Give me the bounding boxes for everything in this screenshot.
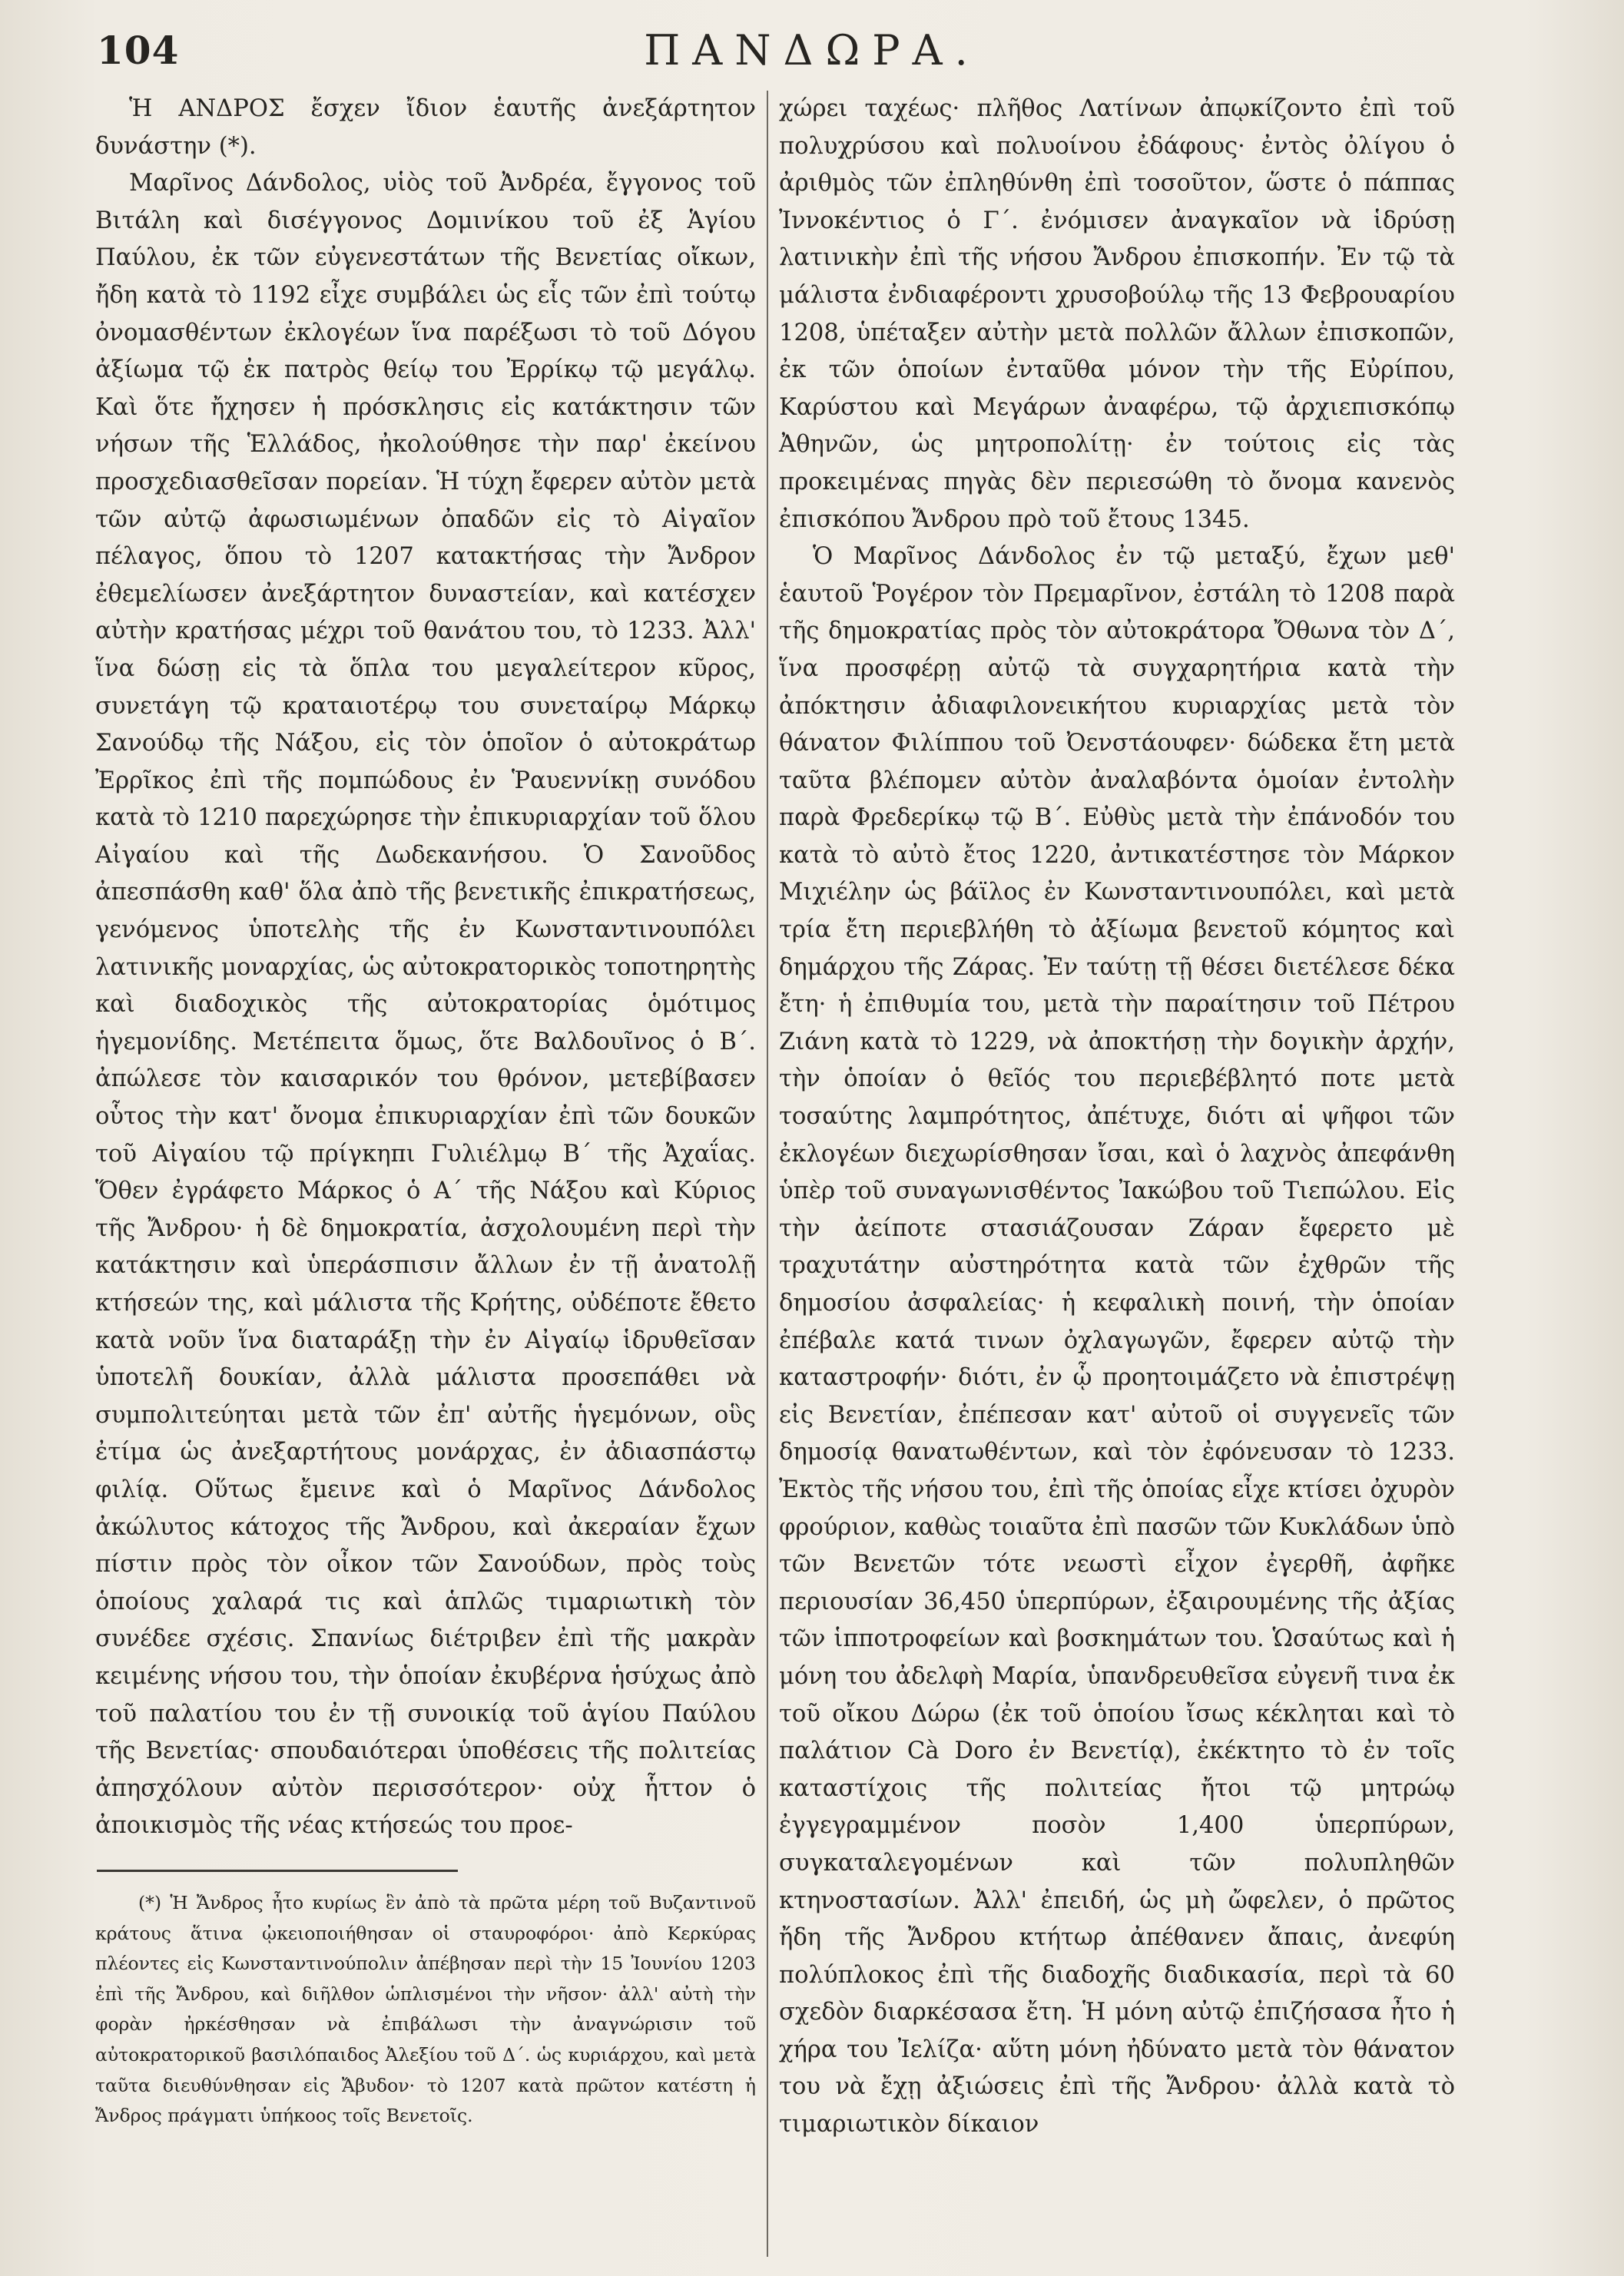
footnote-text: (*) Ἡ Ἄνδρος ἦτο κυρίως ἓν ἀπὸ τὰ πρῶτα μέρη τοῦ Βυζαντινοῦ κράτους ἅτινα ᾠκειοποιήθησαν οἱ σταυροφόροι· ἀπὸ Κερκύρας πλέοντες εἰς Κωνσταντινούπολιν ἀπέβησαν περὶ τὴν 15 Ἰουνίου 1203 ἐπὶ τῆς Ἄνδρου, καὶ διῆλθον ὡπλισμένοι τὴν νῆσον· ἀλλ' αὐτὴ τὴν φορὰν ἠρκέσθησαν νὰ ἐπιβάλωσι τὴν ἀναγνώρισιν τοῦ αὐτοκρατορικοῦ βασιλόπαιδος Ἀλεξίου τοῦ Δ΄. ὡς κυριάρχου, καὶ μετὰ ταῦτα διευθύνθησαν εἰς Ἄβυδον· τὸ 1207 κατὰ πρῶτον κατέστη ἡ Ἄνδρος πράγματι ὑπήκοος τοῖς Βενετοῖς. <box>95 1892 756 2127</box>
footnote-rule <box>97 1870 458 1872</box>
right-paragraph-2: Ὁ Μαρῖνος Δάνδολος ἐν τῷ μεταξύ, ἔχων μεθ' ἑαυτοῦ Ῥογέρον τὸν Πρεμαρῖνον, ἐστάλη τὸ 1208 παρὰ τῆς δημοκρατίας πρὸς τὸν αὐτοκράτορα Ὄθωνα τὸν Δ΄, ἵνα προσφέρῃ αὐτῷ τὰ συγχαρητήρια κατὰ τὴν ἀπόκτησιν ἀδιαφιλονεικήτου κυριαρχίας μετὰ τὸν θάνατον Φιλίππου τοῦ Ὀενστάουφεν· δώδεκα ἔτη μετὰ ταῦτα βλέπομεν αὐτὸν ἀναλαβόντα ὁμοίαν ἐντολὴν παρὰ Φρεδερίκῳ τῷ Β΄. Εὐθὺς μετὰ τὴν ἐπάνοδόν του κατὰ τὸ αὐτὸ ἔτος 1220, ἀντικατέστησε τὸν Μάρκον Μιχιέλην ὡς βάϊλος ἐν Κωνσταντινουπόλει, καὶ μετὰ τρία ἔτη περιεβλήθη τὸ ἀξίωμα βενετοῦ κόμητος καὶ δημάρχου τῆς Ζάρας. Ἐν ταύτῃ τῇ θέσει διετέλεσε δέκα ἔτη· ἡ ἐπιθυμία του, μετὰ τὴν παραίτησιν τοῦ Πέτρου Ζιάνη κατὰ τὸ 1229, νὰ ἀποκτήσῃ τὴν δογικὴν ἀρχήν, τὴν ὁποίαν ὁ θεῖός του περιεβέβλητό ποτε μετὰ τοσαύτης λαμπρότητος, ἀπέτυχε, διότι αἱ ψῆφοι τῶν ἐκλογέων διεχωρίσθησαν ἴσαι, καὶ ὁ λαχνὸς ἀπεφάνθη ὑπὲρ τοῦ συναγωνισθέντος Ἰακώβου τοῦ Τιεπώλου. Εἰς τὴν ἀείποτε στασιάζουσαν Ζάραν ἔφερετο μὲ τραχυτάτην αὐστηρότητα κατὰ τῶν ἐχθρῶν τῆς δημοσίου ἀσφαλείας· ἡ κεφαλικὴ ποινή, τὴν ὁποίαν ἐπέβαλε κατά τινων ὀχλαγωγῶν, ἔφερεν αὐτῷ τὴν καταστροφήν· διότι, ἐν ᾧ προητοιμάζετο νὰ ἐπιστρέψῃ εἰς Βενετίαν, ἐπέπεσαν κατ' αὐτοῦ οἱ συγγενεῖς τῶν δημοσίᾳ θανατωθέντων, καὶ τὸν ἐφόνευσαν τὸ 1233. Ἐκτὸς τῆς νήσου του, ἐπὶ τῆς ὁποίας εἶχε κτίσει ὀχυρὸν φρούριον, καθὼς τοιαῦτα ἐπὶ πασῶν τῶν Κυκλάδων ὑπὸ τῶν Βενετῶν τότε νεωστὶ εἶχον ἐγερθῆ, ἀφῆκε περιουσίαν 36,450 ὑπερπύρων, ἐξαιρουμένης τῆς ἀξίας τῶν ἱπποτροφείων καὶ βοσκημάτων του. Ὡσαύτως καὶ ἡ μόνη του ἀδελφὴ Μαρία, ὑπανδρευθεῖσα εὐγενῆ τινα ἐκ τοῦ οἴκου Δώρω (ἐκ τοῦ ὁποίου ἴσως κέκληται καὶ τὸ παλάτιον Cà Doro ἐν Βενετίᾳ), ἐκέκτητο τὸ ἐν τοῖς καταστίχοις τῆς πολιτείας ἤτοι τῷ μητρώῳ ἐγγεγραμμένον ποσὸν 1,400 ὑπερπύρων, συγκαταλεγομένων καὶ τῶν πολυπληθῶν κτηνοστασίων. Ἀλλ' ἐπειδή, ὡς μὴ ὤφελεν, ὁ πρῶτος ἤδη τῆς Ἄνδρου κτήτωρ ἀπέθανεν ἄπαις, ἀνεφύη πολύπλοκος ἐπὶ τῆς διαδοχῆς διαδικασία, περὶ τὰ 60 σχεδὸν διαρκέσασα ἔτη. Ἡ μόνη αὐτῷ ἐπιζήσασα ἦτο ἡ χήρα του Ἰελίζα· αὕτη μόνη ἠδύνατο μετὰ τὸν θάνατον του νὰ ἔχῃ ἀξιώσεις ἐπὶ τῆς Ἄνδρου· ἀλλὰ κατὰ τὸ τιμαριωτικὸν δίκαιον <box>779 543 1455 2139</box>
left-column <box>95 91 756 1845</box>
right-column <box>779 91 1455 2144</box>
left-paragraph-1: Ἡ ΑΝΔΡΟΣ ἔσχεν ἴδιον ἑαυτῆς ἀνεξάρτητον δυνάστην (*). <box>95 95 756 160</box>
page-number: 104 <box>97 28 180 73</box>
column-divider <box>767 91 768 2257</box>
page-header <box>0 23 1624 100</box>
running-title: ΠΑΝΔΩΡΑ. <box>644 26 980 75</box>
right-paragraph-1: χώρει ταχέως· πλῆθος Λατίνων ἀπῳκίζοντο ἐπὶ τοῦ πολυχρύσου καὶ πολυοίνου ἐδάφους· ἐντὸς ὀλίγου ὁ ἀριθμὸς τῶν ἐπληθύνθη ἐπὶ τοσοῦτον, ὥστε ὁ πάππας Ἰννοκέντιος ὁ Γ΄. ἐνόμισεν ἀναγκαῖον νὰ ἱδρύσῃ λατινικὴν ἐπὶ τῆς νήσου Ἄνδρου ἐπισκοπήν. Ἐν τῷ τὰ μάλιστα ἐνδιαφέροντι χρυσοβούλῳ τῆς 13 Φεβρουαρίου 1208, ὑπέταξεν αὐτὴν μετὰ πολλῶν ἄλλων ἐπισκοπῶν, ἐκ τῶν ὁποίων ἐνταῦθα μόνον τὴν τῆς Εὐρίπου, Καρύστου καὶ Μεγάρων ἀναφέρω, τῷ ἀρχιεπισκόπῳ Ἀθηνῶν, ὡς μητροπολίτῃ· ἐν τούτοις εἰς τὰς προκειμένας πηγὰς δὲν περιεσώθη τὸ ὄνομα κανενὸς ἐπισκόπου Ἄνδρου πρὸ τοῦ ἔτους 1345. <box>779 95 1455 533</box>
footnote <box>95 1888 756 2132</box>
left-paragraph-2: Μαρῖνος Δάνδολος, υἱὸς τοῦ Ἀνδρέα, ἔγγονος τοῦ Βιτάλη καὶ δισέγγονος Δομινίκου τοῦ ἐξ Ἁγίου Παύλου, ἐκ τῶν εὐγενεστάτων τῆς Βενετίας οἴκων, ἤδη κατὰ τὸ 1192 εἶχε συμβάλει ὡς εἷς τῶν ἐπὶ τούτῳ ὀνομασθέντων ἐκλογέων ἵνα παρέξωσι τὸ τοῦ Δόγου ἀξίωμα τῷ ἐκ πατρὸς θείῳ του Ἐρρίκῳ τῷ μεγάλῳ. Καὶ ὅτε ἤχησεν ἡ πρόσκλησις εἰς κατάκτησιν τῶν νήσων τῆς Ἑλλάδος, ἠκολούθησε τὴν παρ' ἐκείνου προσχεδιασθεῖσαν πορείαν. Ἡ τύχη ἔφερεν αὐτὸν μετὰ τῶν αὐτῷ ἀφωσιωμένων ὀπαδῶν εἰς τὸ Αἰγαῖον πέλαγος, ὅπου τὸ 1207 κατακτήσας τὴν Ἄνδρον ἐθεμελίωσεν ἀνεξάρτητον δυναστείαν, καὶ κατέσχεν αὐτὴν κρατήσας μέχρι τοῦ θανάτου του, τὸ 1233. Ἀλλ' ἵνα δώσῃ εἰς τὰ ὅπλα του μεγαλείτερον κῦρος, συνετάγη τῷ κραταιοτέρῳ του συνεταίρῳ Μάρκῳ Σανούδῳ τῆς Νάξου, εἰς τὸν ὁποῖον ὁ αὐτοκράτωρ Ἐρρῖκος ἐπὶ τῆς πομπώδους ἐν Ῥαυεννίκῃ συνόδου κατὰ τὸ 1210 παρεχώρησε τὴν ἐπικυριαρχίαν τοῦ ὅλου Αἰγαίου καὶ τῆς Δωδεκανήσου. Ὁ Σανοῦδος ἀπεσπάσθη καθ' ὅλα ἀπὸ τῆς βενετικῆς ἐπικρατήσεως, γενόμενος ὑποτελὴς τῆς ἐν Κωνσταντινουπόλει λατινικῆς μοναρχίας, ὡς αὐτοκρατορικὸς τοποτηρητὴς καὶ διαδοχικὸς τῆς αὐτοκρατορίας ὁμότιμος ἡγεμονίδης. Μετέπειτα ὅμως, ὅτε Βαλδουῖνος ὁ Β΄. ἀπώλεσε τὸν καισαρικόν του θρόνον, μετεβίβασεν οὗτος τὴν κατ' ὄνομα ἐπικυριαρχίαν ἐπὶ τῶν δουκῶν τοῦ Αἰγαίου τῷ πρίγκηπι Γυλιέλμῳ Β΄ τῆς Ἀχαΐας. Ὅθεν ἐγράφετο Μάρκος ὁ Α΄ τῆς Νάξου καὶ Κύριος τῆς Ἄνδρου· ἡ δὲ δημοκρατία, ἀσχολουμένη περὶ τὴν κατάκτησιν καὶ ὑπεράσπισιν ἄλλων ἐν τῇ ἀνατολῇ κτήσεών της, καὶ μάλιστα τῆς Κρήτης, οὐδέποτε ἔθετο κατὰ νοῦν ἵνα διαταράξῃ τὴν ἐν Αἰγαίῳ ἱδρυθεῖσαν ὑποτελῆ δουκίαν, ἀλλὰ μάλιστα προσεπάθει νὰ συμπολιτεύηται μετὰ τῶν ἐπ' αὐτῆς ἡγεμόνων, οὓς ἐτίμα ὡς ἀνεξαρτήτους μονάρχας, ἐν ἀδιασπάστῳ φιλίᾳ. Οὕτως ἔμεινε καὶ ὁ Μαρῖνος Δάνδολος ἀκώλυτος κάτοχος τῆς Ἄνδρου, καὶ ἀκεραίαν ἔχων πίστιν πρὸς τὸν οἶκον τῶν Σανούδων, πρὸς τοὺς ὁποίους χαλαρά τις καὶ ἁπλῶς τιμαριωτικὴ τὸν συνέδεε σχέσις. Σπανίως διέτριβεν ἐπὶ τῆς μακρὰν κειμένης νήσου του, τὴν ὁποίαν ἐκυβέρνα ἡσύχως ἀπὸ τοῦ παλατίου του ἐν τῇ συνοικίᾳ τοῦ ἁγίου Παύλου τῆς Βενετίας· σπουδαιότεραι ὑποθέσεις τῆς πολιτείας ἀπησχόλουν αὐτὸν περισσότερον· οὐχ ἧττον ὁ ἀποικισμὸς τῆς νέας κτήσεώς του προε- <box>95 170 756 1840</box>
